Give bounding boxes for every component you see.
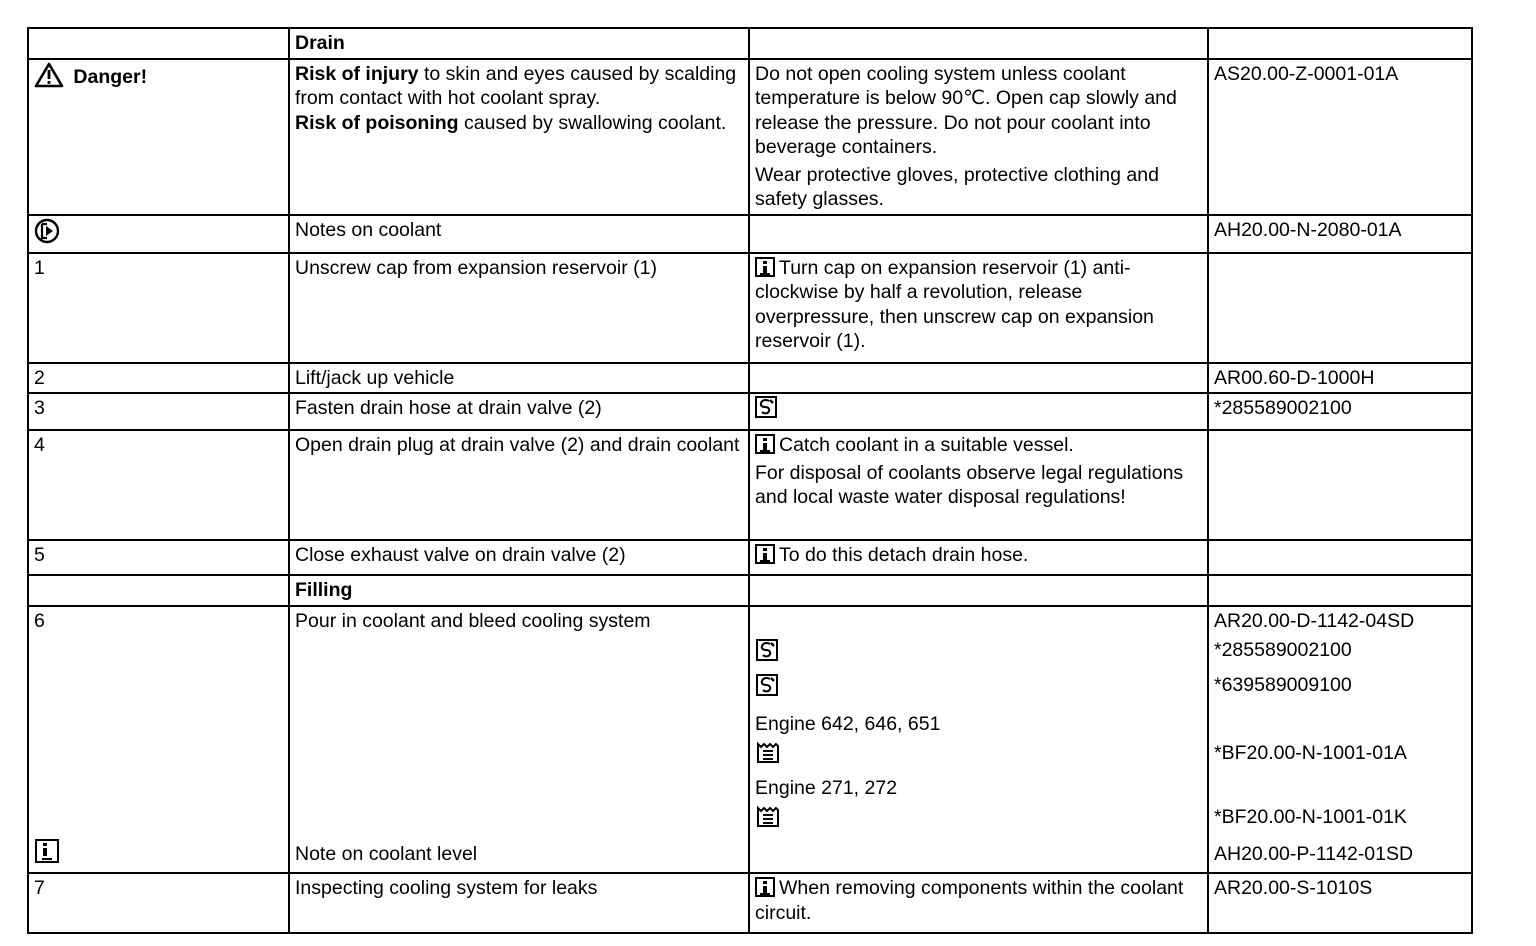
step-text: Inspecting cooling system for leaks xyxy=(289,873,749,933)
coolant-level-note: Note on coolant level xyxy=(295,843,478,865)
danger-instruction: Do not open cooling system unless coolant temperature is below 90℃. Open cap slowly and release the pressure. Do not pour coolant into beverage containers. xyxy=(755,62,1177,158)
step-row-3 xyxy=(28,393,1472,430)
section-title-drain: Drain xyxy=(289,28,749,59)
step-row-2 xyxy=(28,363,1472,394)
notes-circle-icon xyxy=(34,223,60,245)
step-number: 4 xyxy=(28,430,289,540)
step-number: 2 xyxy=(28,363,289,394)
step-note: To do this detach drain hose. xyxy=(779,544,1029,566)
step-ref: AR20.00-D-1142-04SD xyxy=(1214,610,1415,632)
step-row-7 xyxy=(28,873,1472,933)
info-icon xyxy=(755,434,775,454)
step-row-5 xyxy=(28,540,1472,575)
step-row-1 xyxy=(28,253,1472,363)
datasheet-icon xyxy=(756,806,780,828)
step-text: Fasten drain hose at drain valve (2) xyxy=(289,393,749,430)
step-ref: AR20.00-S-1010S xyxy=(1208,873,1472,933)
step-number: 3 xyxy=(28,393,289,430)
datasheet-icon xyxy=(756,742,780,764)
special-tool-icon xyxy=(756,674,778,696)
danger-ref: AS20.00-Z-0001-01A xyxy=(1208,59,1472,215)
danger-row xyxy=(28,59,1472,215)
engine-variant-a: Engine 642, 646, 651 xyxy=(755,713,941,735)
step-ref: AR00.60-D-1000H xyxy=(1208,363,1472,394)
danger-protection-instruction: Wear protective gloves, protective clothing and safety glasses. xyxy=(755,163,1159,210)
repair-procedure-table xyxy=(27,27,1473,934)
step-ref xyxy=(1208,253,1472,363)
info-icon xyxy=(35,839,59,863)
step-note: When removing components within the coolant circuit. xyxy=(755,877,1184,924)
tool-ref-2: *639589009100 xyxy=(1214,674,1352,696)
danger-label: Danger! xyxy=(73,65,148,88)
step-ref: *285589002100 xyxy=(1208,393,1472,430)
step-number: 5 xyxy=(28,540,289,575)
step-row-4 xyxy=(28,430,1472,540)
warning-triangle-icon xyxy=(34,66,73,88)
risk-poisoning-label: Risk of poisoning xyxy=(295,111,459,134)
section-row-drain xyxy=(28,28,1472,59)
step-note-disposal: For disposal of coolants observe legal regulations and local waste water disposal regulations! xyxy=(755,461,1184,508)
notes-ref: AH20.00-N-2080-01A xyxy=(1208,215,1472,253)
step-text: Lift/jack up vehicle xyxy=(289,363,749,394)
coolant-level-ref: AH20.00-P-1142-01SD xyxy=(1214,843,1414,865)
special-tool-icon xyxy=(756,639,778,661)
notes-row xyxy=(28,215,1472,253)
datasheet-ref-a: *BF20.00-N-1001-01A xyxy=(1214,742,1407,764)
risk-poisoning-text: caused by swallowing coolant. xyxy=(458,111,727,134)
step-number: 1 xyxy=(28,253,289,363)
special-tool-icon xyxy=(755,396,777,418)
risk-injury-label: Risk of injury xyxy=(295,62,419,85)
info-icon xyxy=(755,877,775,897)
tool-ref-1: *285589002100 xyxy=(1214,639,1352,661)
step-number: 7 xyxy=(28,873,289,933)
section-title-filling: Filling xyxy=(289,575,749,606)
step-row-6 xyxy=(28,606,1472,873)
section-row-filling xyxy=(28,575,1472,606)
engine-variant-b: Engine 271, 272 xyxy=(755,777,898,799)
datasheet-ref-b: *BF20.00-N-1001-01K xyxy=(1214,806,1407,828)
step-number: 6 xyxy=(34,610,45,632)
notes-text: Notes on coolant xyxy=(289,215,749,253)
info-icon xyxy=(755,257,775,277)
step-note: Catch coolant in a suitable vessel. xyxy=(779,434,1074,456)
risk-injury-text: to skin and eyes caused by scalding from contact with hot coolant spray. xyxy=(295,62,737,109)
step-text: Unscrew cap from expansion reservoir (1) xyxy=(289,253,749,363)
step-text: Close exhaust valve on drain valve (2) xyxy=(289,540,749,575)
step-text: Pour in coolant and bleed cooling system xyxy=(295,610,651,632)
step-text: Open drain plug at drain valve (2) and drain coolant xyxy=(289,430,749,540)
step-note: Turn cap on expansion reservoir (1) anti-clockwise by half a revolution, release overpressure, then unscrew cap on expansion reservoir (1). xyxy=(755,256,1154,352)
info-icon xyxy=(755,544,775,564)
